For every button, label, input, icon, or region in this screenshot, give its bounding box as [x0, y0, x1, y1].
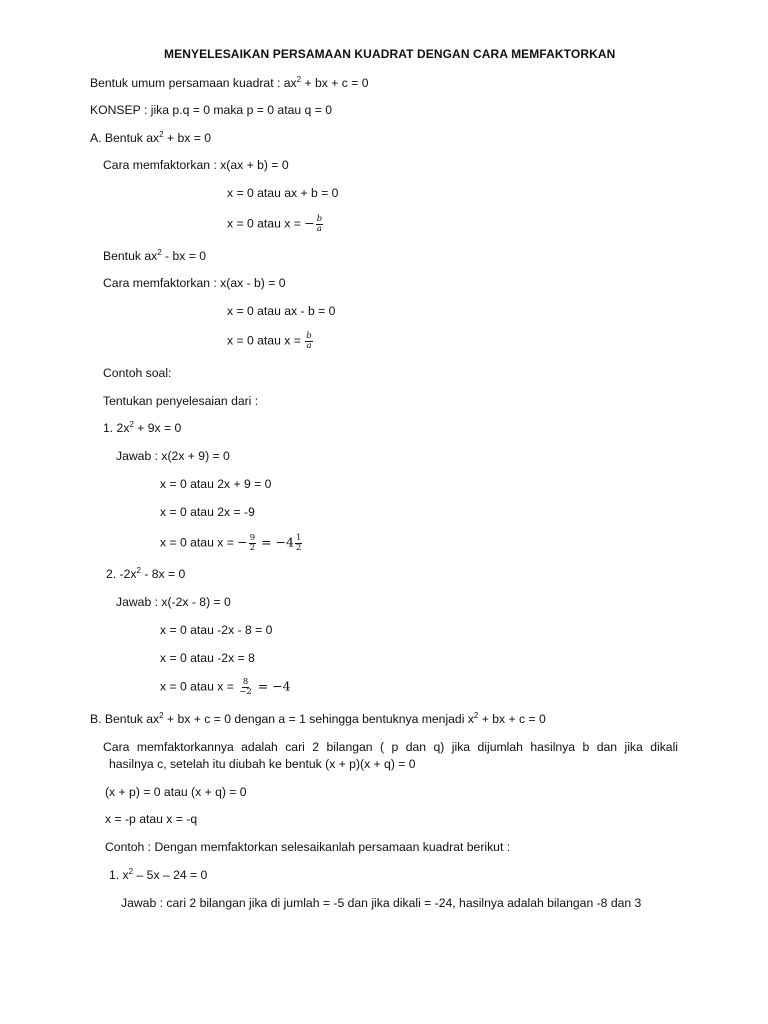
a2-factor-line: Cara memfaktorkan : x(ax - b) = 0 [103, 276, 286, 290]
b-contoh-line: Contoh : Dengan memfaktorkan selesaikanlah persamaan kuadrat berikut : [105, 840, 511, 854]
example-2-problem: 2. $-2x^2 - 8x = 0$ [106, 566, 186, 581]
a1-factor-line: Cara memfaktorkan : x(ax + b) = 0 [103, 158, 289, 172]
example-1-step2: x = 0 atau 2x = -9 [160, 505, 255, 519]
a1-step2: x = 0 atau x = − $\frac{b}{a}$ [227, 214, 323, 234]
a2-step1: x = 0 atau ax - b = 0 [227, 304, 336, 318]
example-2-step1: x = 0 atau -2x - 8 = 0 [160, 623, 273, 637]
fraction-9-over-2: $\frac{9}{2}$ [249, 533, 256, 553]
section-b-heading: B. Bentuk $ax^2$ + bx + c = 0 dengan a = 1 sehingga bentuknya menjadi $x^2$ + bx + c = 0 [90, 711, 546, 726]
konsep-line: KONSEP : jika p.q = 0 maka p = 0 atau q = 0 [90, 103, 332, 117]
example-1-problem: 1. $2x^2 + 9x = 0$ [103, 420, 182, 435]
b-or-line: (x + p) = 0 atau (x + q) = 0 [105, 785, 247, 799]
tentukan-line: Tentukan penyelesaian dari : [103, 394, 259, 408]
b-example-1-jawab: Jawab : cari 2 bilangan jika di jumlah = -5 dan jika dikali = -24, hasilnya adalah bilangan -8 dan 3 [121, 896, 642, 910]
a2-heading: Bentuk $ax^2$ - bx = 0 [103, 248, 207, 263]
example-1-step1: x = 0 atau 2x + 9 = 0 [160, 477, 272, 491]
example-2-jawab: Jawab : x(-2x - 8) = 0 [116, 595, 231, 609]
b-example-1-problem: 1. $x^2 - 5x - 24 = 0$ [109, 867, 208, 882]
example-1-step3: x = 0 atau x = − $\frac{9}{2}$ = −4 $\frac{1}{2}$ [160, 533, 302, 553]
page-title: MENYELESAIKAN PERSAMAAN KUADRAT DENGAN CARA MEMFAKTORKAN [164, 47, 616, 61]
section-b-paragraph-line2: hasilnya c, setelah itu diubah ke bentuk (x + p)(x + q) = 0 [109, 757, 416, 771]
fraction-b-over-a: $\frac{b}{a}$ [316, 214, 323, 234]
example-2-step2: x = 0 atau -2x = 8 [160, 651, 255, 665]
a2-step2: x = 0 atau x = $\frac{b}{a}$ [227, 331, 312, 351]
fraction-8-over-neg2: $\frac{8}{-2}$ [239, 677, 252, 697]
general-form-line: Bentuk umum persamaan kuadrat : $ax^2$ + bx + c = 0 [90, 75, 369, 90]
section-a-heading: A. Bentuk $ax^2$ + bx = 0 [90, 130, 211, 145]
contoh-soal-label: Contoh soal: [103, 366, 172, 380]
example-2-step3: x = 0 atau x = $\frac{8}{-2}$ = −4 [160, 677, 291, 697]
fraction-1-over-2: $\frac{1}{2}$ [296, 533, 302, 553]
b-solution-line: x = -p atau x = -q [105, 812, 198, 826]
a1-step1: x = 0 atau ax + b = 0 [227, 186, 339, 200]
fraction-b-over-a: $\frac{b}{a}$ [306, 331, 312, 351]
example-1-jawab: Jawab : x(2x + 9) = 0 [116, 449, 230, 463]
section-b-paragraph-line1: Cara memfaktorkannya adalah cari 2 bilangan ( p dan q) jika dijumlah hasilnya b dan jika dikali [103, 740, 678, 754]
